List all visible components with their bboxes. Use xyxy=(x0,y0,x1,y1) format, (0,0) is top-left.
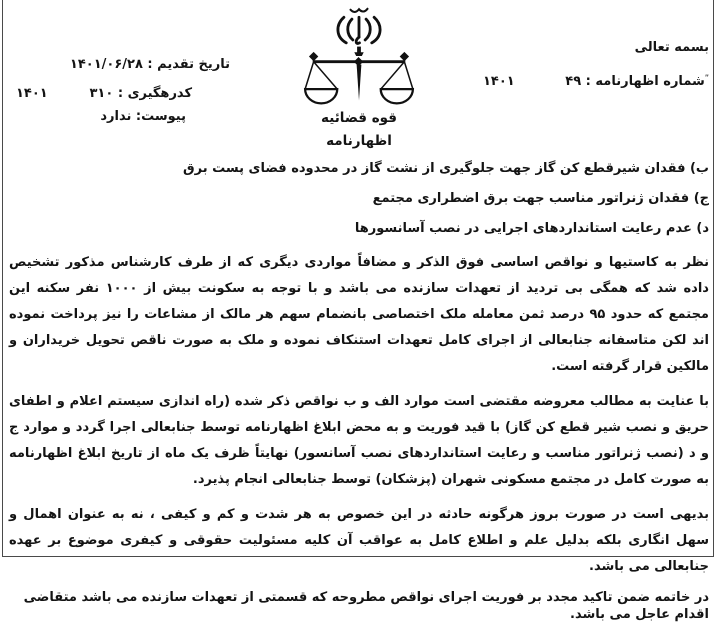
body-paragraph-2: با عنایت به مطالب معروضه مقتضی است موارد الف و ب نواقص ذکر شده (راه اندازی سیستم اعلام و اطفای حریق و نصب شیر قطع کن گاز) با قید فوریت و به محض ابلاغ اظهارنامه توسط جنابعالی اجرا گردد و موارد ج و د (نصب ژنراتور مناسب و رعایت استانداردهای نصب آسانسور) نهایتاً ظرف یک ماه از تاریخ ابلاغ اظهارنامه به صورت کامل در مجتمع مسکونی شهران (پزشکان) توسط جنابعالی انجام پذیرد. xyxy=(9,394,709,487)
body-paragraph-3: بدیهی است در صورت بروز هرگونه حادثه در این خصوص به هر شدت و کم و کیفی ، نه به عنوان اهمال و سهل انگاری بلکه بدلیل علم و اطلاع کامل به عواقب آن کلیه مسئولیت حقوقی و کیفری موضوع بر عهده جنابعالی می باشد. xyxy=(9,507,709,574)
deficiency-item-b: ب) فقدان شیرقطع کن گاز جهت جلوگیری از نشت گاز در محدوده فضای پست برق xyxy=(183,161,709,176)
year-badge-left: ۱۴۰۱ xyxy=(16,86,48,101)
document-type-title: اظهارنامه xyxy=(326,133,392,149)
attachment-status: پیوست: ندارد xyxy=(100,109,186,124)
statement-number-text: شماره اظهارنامه : ۴۹ xyxy=(565,74,705,89)
organization-name: قوه قضائیه xyxy=(321,110,397,126)
bismillah-text: بسمه تعالی xyxy=(634,40,709,55)
judiciary-scales-emblem-icon xyxy=(299,5,419,109)
tracking-code: کدرهگیری : ۳۱۰ xyxy=(89,86,192,101)
deficiency-item-j: ج) فقدان ژنراتور مناسب جهت برق اضطراری مجتمع xyxy=(372,191,709,206)
deficiency-item-d: د) عدم رعایت استانداردهای اجرایی در نصب آسانسورها xyxy=(354,221,709,236)
year-badge-right: ۱۴۰۱ xyxy=(483,74,515,89)
document-body xyxy=(9,160,709,623)
closing-statement: در خاتمه ضمن تاکید مجدد بر فوریت اجرای نواقص مطروحه که قسمتی از تعهدات سازنده می باشد متقاضی اقدام عاجل می باشد. xyxy=(23,590,709,622)
statement-number xyxy=(565,74,709,89)
statement-number-mark: ʺ xyxy=(704,74,709,83)
submission-date: تاریخ تقدیم : ۱۴۰۱/۰۶/۲۸ xyxy=(69,57,230,72)
body-paragraph-1: نظر به کاستیها و نواقص اساسی فوق الذکر و مضافاً مواردی دیگری که از طرف کارشناس مذکور تشخیص داده شد که همگی بی تردید از تعهدات سازنده می باشد و با توجه به سکونت بیش از ۱۰۰۰ نفر سکنه این مجتمع که حدود ۹۵ درصد ثمن معامله ملک اختصاصی بانضمام سهم هر مالک از مشاعات را نیز پرداخت نموده اند لکن متاسفانه جنابعالی از اجرای کامل تعهدات استنکاف نموده و ملک به صورت ناقص تحویل خریداران و مالکین قرار گرفته است. xyxy=(9,255,709,374)
